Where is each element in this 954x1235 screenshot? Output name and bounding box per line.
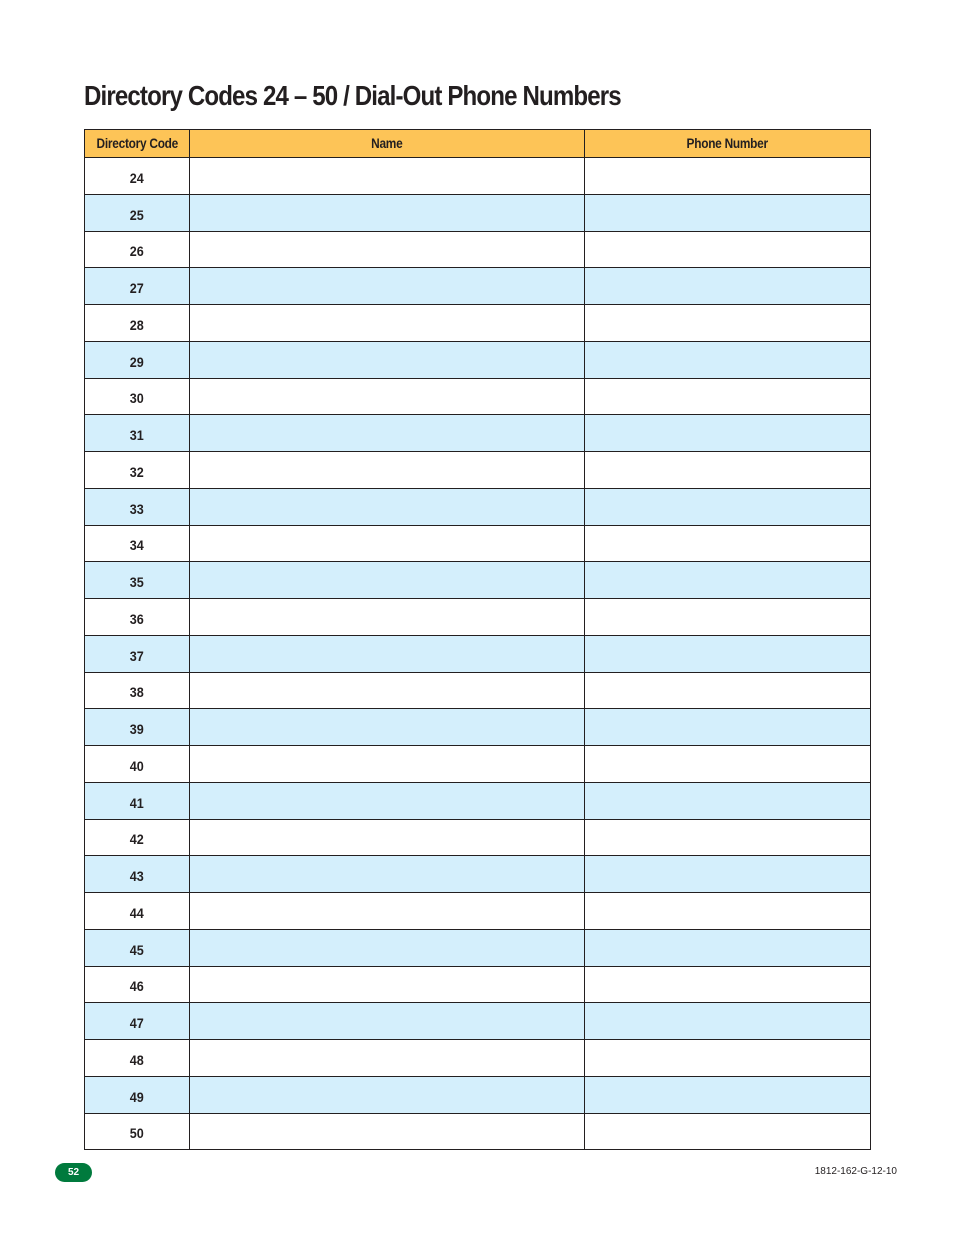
phone-number-entry-cell bbox=[585, 819, 871, 856]
table-row bbox=[85, 782, 871, 819]
name-entry-cell bbox=[190, 305, 585, 342]
table-row bbox=[85, 231, 871, 268]
table-row bbox=[85, 929, 871, 966]
table-row bbox=[85, 672, 871, 709]
name-entry-cell bbox=[190, 856, 585, 893]
phone-number-entry-cell bbox=[585, 341, 871, 378]
directory-code-value: 50 bbox=[129, 1125, 145, 1142]
phone-number-entry-cell bbox=[585, 635, 871, 672]
phone-number-entry-cell bbox=[585, 525, 871, 562]
phone-number-entry-cell bbox=[585, 158, 871, 195]
column-header-name-label: Name bbox=[371, 136, 403, 151]
directory-code-value: 42 bbox=[129, 831, 145, 848]
name-entry-cell bbox=[190, 599, 585, 636]
directory-code-cell bbox=[85, 1003, 190, 1040]
name-entry-cell bbox=[190, 782, 585, 819]
table-row bbox=[85, 635, 871, 672]
directory-code-value: 35 bbox=[129, 574, 145, 591]
directory-code-value: 49 bbox=[129, 1088, 145, 1105]
directory-code-cell bbox=[85, 488, 190, 525]
column-header-directory-code bbox=[85, 130, 190, 158]
table-row bbox=[85, 709, 871, 746]
name-entry-cell bbox=[190, 194, 585, 231]
directory-code-value: 43 bbox=[129, 868, 145, 885]
directory-code-cell bbox=[85, 452, 190, 489]
phone-number-entry-cell bbox=[585, 1113, 871, 1150]
directory-code-cell bbox=[85, 415, 190, 452]
phone-number-entry-cell bbox=[585, 415, 871, 452]
table-row bbox=[85, 378, 871, 415]
phone-number-entry-cell bbox=[585, 599, 871, 636]
directory-code-cell bbox=[85, 929, 190, 966]
directory-code-cell bbox=[85, 856, 190, 893]
directory-code-value: 29 bbox=[129, 353, 145, 370]
table-row bbox=[85, 893, 871, 930]
directory-code-value: 45 bbox=[129, 941, 145, 958]
directory-code-cell bbox=[85, 599, 190, 636]
phone-number-entry-cell bbox=[585, 893, 871, 930]
table-row bbox=[85, 819, 871, 856]
directory-code-value: 41 bbox=[129, 794, 145, 811]
table-row bbox=[85, 268, 871, 305]
directory-code-cell bbox=[85, 672, 190, 709]
directory-code-value: 30 bbox=[129, 390, 145, 407]
directory-code-value: 46 bbox=[129, 978, 145, 995]
table-row bbox=[85, 525, 871, 562]
page-title: Directory Codes 24 – 50 / Dial-Out Phone Numbers bbox=[84, 80, 621, 111]
table-header-row bbox=[85, 130, 871, 158]
directory-code-value: 40 bbox=[129, 757, 145, 774]
directory-code-value: 37 bbox=[129, 647, 145, 664]
directory-code-value: 33 bbox=[129, 500, 145, 517]
phone-number-entry-cell bbox=[585, 378, 871, 415]
name-entry-cell bbox=[190, 709, 585, 746]
table-row bbox=[85, 1003, 871, 1040]
name-entry-cell bbox=[190, 929, 585, 966]
name-entry-cell bbox=[190, 893, 585, 930]
table-row bbox=[85, 1040, 871, 1077]
table-body bbox=[85, 158, 871, 1150]
name-entry-cell bbox=[190, 231, 585, 268]
name-entry-cell bbox=[190, 488, 585, 525]
name-entry-cell bbox=[190, 415, 585, 452]
table-row bbox=[85, 305, 871, 342]
table-row bbox=[85, 856, 871, 893]
directory-code-cell bbox=[85, 1113, 190, 1150]
name-entry-cell bbox=[190, 378, 585, 415]
directory-code-value: 31 bbox=[129, 427, 145, 444]
directory-code-cell bbox=[85, 966, 190, 1003]
table-row bbox=[85, 488, 871, 525]
directory-code-cell bbox=[85, 819, 190, 856]
name-entry-cell bbox=[190, 819, 585, 856]
table-row bbox=[85, 599, 871, 636]
directory-code-value: 24 bbox=[129, 169, 145, 186]
name-entry-cell bbox=[190, 562, 585, 599]
directory-code-cell bbox=[85, 158, 190, 195]
name-entry-cell bbox=[190, 746, 585, 783]
directory-code-cell bbox=[85, 341, 190, 378]
phone-number-entry-cell bbox=[585, 562, 871, 599]
phone-number-entry-cell bbox=[585, 452, 871, 489]
directory-code-value: 27 bbox=[129, 280, 145, 297]
phone-number-entry-cell bbox=[585, 672, 871, 709]
name-entry-cell bbox=[190, 1040, 585, 1077]
phone-number-entry-cell bbox=[585, 488, 871, 525]
page-number-badge: 52 bbox=[55, 1163, 92, 1182]
directory-code-value: 32 bbox=[129, 463, 145, 480]
directory-code-cell bbox=[85, 268, 190, 305]
directory-code-cell bbox=[85, 893, 190, 930]
table-row bbox=[85, 562, 871, 599]
table-row bbox=[85, 1076, 871, 1113]
column-header-phone-number-label: Phone Number bbox=[686, 136, 769, 151]
directory-code-value: 34 bbox=[129, 537, 145, 554]
name-entry-cell bbox=[190, 1113, 585, 1150]
directory-code-value: 25 bbox=[129, 206, 145, 223]
directory-code-cell bbox=[85, 782, 190, 819]
phone-number-entry-cell bbox=[585, 1040, 871, 1077]
name-entry-cell bbox=[190, 966, 585, 1003]
name-entry-cell bbox=[190, 452, 585, 489]
directory-code-cell bbox=[85, 635, 190, 672]
phone-number-entry-cell bbox=[585, 929, 871, 966]
directory-code-cell bbox=[85, 525, 190, 562]
name-entry-cell bbox=[190, 268, 585, 305]
phone-number-entry-cell bbox=[585, 966, 871, 1003]
table-row bbox=[85, 158, 871, 195]
directory-code-cell bbox=[85, 231, 190, 268]
directory-code-value: 36 bbox=[129, 610, 145, 627]
table-row bbox=[85, 966, 871, 1003]
name-entry-cell bbox=[190, 158, 585, 195]
name-entry-cell bbox=[190, 635, 585, 672]
table-row bbox=[85, 452, 871, 489]
document-code: 1812-162-G-12-10 bbox=[814, 1166, 897, 1177]
directory-code-value: 26 bbox=[129, 243, 145, 260]
table-row bbox=[85, 194, 871, 231]
directory-code-value: 39 bbox=[129, 721, 145, 738]
phone-number-entry-cell bbox=[585, 746, 871, 783]
column-header-directory-code-label: Directory Code bbox=[96, 136, 178, 151]
directory-code-cell bbox=[85, 378, 190, 415]
directory-code-cell bbox=[85, 562, 190, 599]
directory-code-value: 48 bbox=[129, 1051, 145, 1068]
phone-number-entry-cell bbox=[585, 782, 871, 819]
table-row bbox=[85, 341, 871, 378]
directory-code-value: 38 bbox=[129, 684, 145, 701]
directory-code-value: 28 bbox=[129, 316, 145, 333]
directory-code-cell bbox=[85, 194, 190, 231]
column-header-name bbox=[190, 130, 585, 158]
phone-number-entry-cell bbox=[585, 194, 871, 231]
name-entry-cell bbox=[190, 1076, 585, 1113]
phone-number-entry-cell bbox=[585, 856, 871, 893]
name-entry-cell bbox=[190, 341, 585, 378]
directory-code-cell bbox=[85, 709, 190, 746]
directory-code-value: 47 bbox=[129, 1015, 145, 1032]
directory-table bbox=[84, 129, 871, 1150]
name-entry-cell bbox=[190, 672, 585, 709]
directory-code-cell bbox=[85, 1040, 190, 1077]
directory-code-value: 44 bbox=[129, 904, 145, 921]
table-row bbox=[85, 1113, 871, 1150]
phone-number-entry-cell bbox=[585, 1003, 871, 1040]
table-row bbox=[85, 415, 871, 452]
phone-number-entry-cell bbox=[585, 709, 871, 746]
directory-code-cell bbox=[85, 746, 190, 783]
column-header-phone-number bbox=[585, 130, 871, 158]
directory-code-cell bbox=[85, 305, 190, 342]
phone-number-entry-cell bbox=[585, 231, 871, 268]
name-entry-cell bbox=[190, 525, 585, 562]
phone-number-entry-cell bbox=[585, 305, 871, 342]
directory-code-cell bbox=[85, 1076, 190, 1113]
name-entry-cell bbox=[190, 1003, 585, 1040]
phone-number-entry-cell bbox=[585, 268, 871, 305]
table-row bbox=[85, 746, 871, 783]
phone-number-entry-cell bbox=[585, 1076, 871, 1113]
